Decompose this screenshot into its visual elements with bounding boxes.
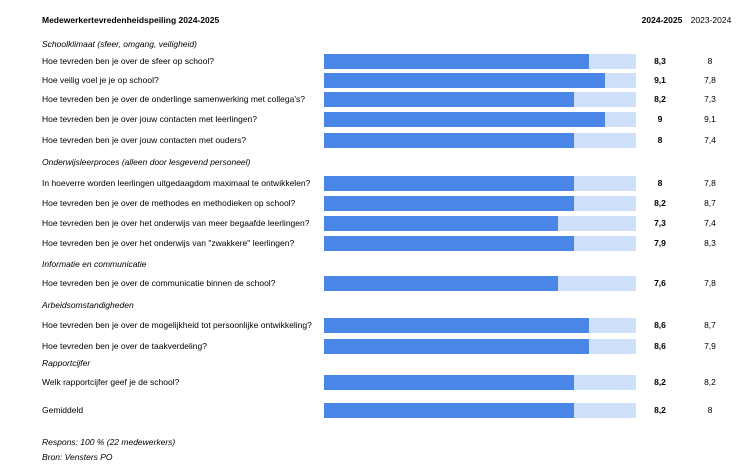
value-2023-2024: 7,3 <box>704 94 716 104</box>
bar-track <box>324 236 636 251</box>
value-2024-2025: 8,2 <box>654 198 666 208</box>
bar-2024-2025 <box>324 403 574 418</box>
bar-track <box>324 375 636 390</box>
column-header-2023-2024: 2023-2024 <box>690 15 732 25</box>
question-label: Hoe tevreden ben je over de communicatie binnen de school? <box>42 278 276 288</box>
value-2024-2025: 9 <box>657 114 663 124</box>
question-label: Gemiddeld <box>42 405 84 415</box>
section-title: Arbeidsomstandigheden <box>42 300 134 310</box>
bar-track <box>324 176 636 191</box>
value-2023-2024: 8,7 <box>704 198 716 208</box>
value-2024-2025: 9,1 <box>654 75 666 85</box>
bar-track <box>324 133 636 148</box>
bar-2024-2025 <box>324 54 589 69</box>
bar-2024-2025 <box>324 112 605 127</box>
response-note: Respons: 100 % (22 medewerkers) <box>42 437 176 447</box>
bar-track <box>324 54 636 69</box>
bar-2024-2025 <box>324 236 574 251</box>
value-2023-2024: 8,2 <box>704 377 716 387</box>
bar-track <box>324 403 636 418</box>
bar-track <box>324 276 636 291</box>
bar-2024-2025 <box>324 73 605 88</box>
question-label: Hoe tevreden ben je over de sfeer op school? <box>42 56 215 66</box>
bar-2024-2025 <box>324 133 574 148</box>
source-note: Bron: Vensters PO <box>42 452 113 462</box>
bar-2024-2025 <box>324 318 589 333</box>
question-label: Hoe tevreden ben je over jouw contacten met leerlingen? <box>42 114 257 124</box>
value-2024-2025: 7,3 <box>654 218 666 228</box>
bar-track <box>324 339 636 354</box>
bar-track <box>324 92 636 107</box>
value-2024-2025: 7,6 <box>654 278 666 288</box>
section-title: Informatie en communicatie <box>42 259 147 269</box>
bar-track <box>324 318 636 333</box>
question-label: Hoe tevreden ben je over het onderwijs van "zwakkere" leerlingen? <box>42 238 295 248</box>
question-label: Hoe tevreden ben je over de onderlinge samenwerking met collega's? <box>42 94 305 104</box>
bar-2024-2025 <box>324 196 574 211</box>
bar-track <box>324 112 636 127</box>
section-title: Schoolklimaat (sfeer, omgang, veiligheid) <box>42 39 197 49</box>
value-2024-2025: 8,2 <box>654 94 666 104</box>
value-2023-2024: 7,8 <box>704 75 716 85</box>
bar-track <box>324 216 636 231</box>
question-label: Hoe tevreden ben je over jouw contacten met ouders? <box>42 135 247 145</box>
bar-track <box>324 73 636 88</box>
value-2023-2024: 8,3 <box>704 238 716 248</box>
column-header-2024-2025: 2024-2025 <box>641 15 683 25</box>
bar-2024-2025 <box>324 339 589 354</box>
value-2023-2024: 7,4 <box>704 135 716 145</box>
value-2023-2024: 7,8 <box>704 178 716 188</box>
bar-2024-2025 <box>324 276 558 291</box>
value-2024-2025: 8,2 <box>654 405 666 415</box>
chart-title: Medewerkertevredenheidspeiling 2024-2025 <box>42 15 220 25</box>
value-2024-2025: 7,9 <box>654 238 666 248</box>
value-2023-2024: 7,4 <box>704 218 716 228</box>
section-title: Onderwijsleerproces (alleen door lesgevend personeel) <box>42 157 251 167</box>
question-label: Hoe tevreden ben je over de methodes en methodieken op school? <box>42 198 296 208</box>
value-2024-2025: 8,6 <box>654 320 666 330</box>
question-label: Hoe veilig voel je je op school? <box>42 75 159 85</box>
value-2024-2025: 8,2 <box>654 377 666 387</box>
value-2023-2024: 8,7 <box>704 320 716 330</box>
value-2023-2024: 8 <box>707 56 713 66</box>
value-2024-2025: 8 <box>657 178 663 188</box>
question-label: Hoe tevreden ben je over de mogelijkheid tot persoonlijke ontwikkeling? <box>42 320 312 330</box>
section-title: Rapportcijfer <box>42 358 91 368</box>
value-2023-2024: 8 <box>707 405 713 415</box>
bar-2024-2025 <box>324 92 574 107</box>
bar-2024-2025 <box>324 375 574 390</box>
bar-2024-2025 <box>324 176 574 191</box>
value-2023-2024: 9,1 <box>704 114 716 124</box>
question-label: Hoe tevreden ben je over het onderwijs van meer begaafde leerlingen? <box>42 218 310 228</box>
question-label: Welk rapportcijfer geef je de school? <box>42 377 180 387</box>
question-label: In hoeverre worden leerlingen uitgedaagdom maximaal te ontwikkelen? <box>42 178 311 188</box>
question-label: Hoe tevreden ben je over de taakverdeling? <box>42 341 207 351</box>
value-2024-2025: 8 <box>657 135 663 145</box>
value-2024-2025: 8,3 <box>654 56 666 66</box>
value-2023-2024: 7,8 <box>704 278 716 288</box>
value-2023-2024: 7,9 <box>704 341 716 351</box>
value-2024-2025: 8,6 <box>654 341 666 351</box>
bar-2024-2025 <box>324 216 558 231</box>
bar-track <box>324 196 636 211</box>
